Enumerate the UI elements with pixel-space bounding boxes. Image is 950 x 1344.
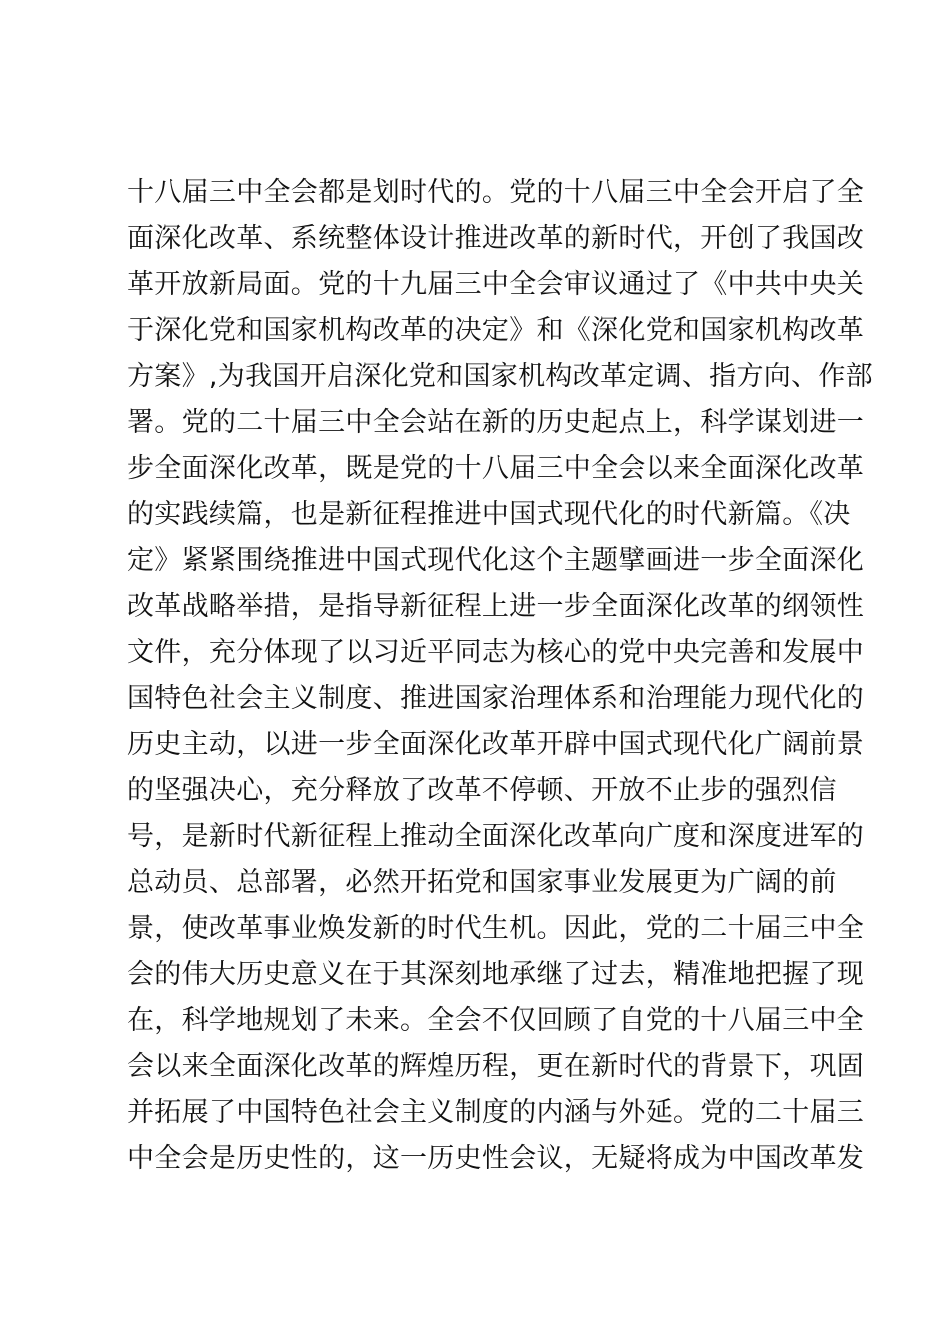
paragraph-line: 方案》,为我国开启深化党和国家机构改革定调、指方向、作部 xyxy=(127,361,873,392)
paragraph-line: 景，使改革事业焕发新的时代生机。因此，党的二十届三中全 xyxy=(127,913,865,944)
paragraph-line: 会的伟大历史意义在于其深刻地承继了过去，精准地把握了现 xyxy=(127,959,865,990)
paragraph-line: 的坚强决心，充分释放了改革不停顿、开放不止步的强烈信 xyxy=(127,775,837,806)
paragraph-line: 定》紧紧围绕推进中国式现代化这个主题擘画进一步全面深化 xyxy=(127,545,865,576)
paragraph-line: 步全面深化改革，既是党的十八届三中全会以来全面深化改革 xyxy=(127,453,865,484)
paragraph-line: 革开放新局面。党的十九届三中全会审议通过了《中共中央关 xyxy=(127,269,865,300)
paragraph-line: 国特色社会主义制度、推进国家治理体系和治理能力现代化的 xyxy=(127,683,865,714)
paragraph-line: 十八届三中全会都是划时代的。党的十八届三中全会开启了全 xyxy=(127,177,865,208)
paragraph-line: 在，科学地规划了未来。全会不仅回顾了自党的十八届三中全 xyxy=(127,1005,865,1036)
paragraph-line: 文件，充分体现了以习近平同志为核心的党中央完善和发展中 xyxy=(127,637,865,668)
paragraph-line: 的实践续篇，也是新征程推进中国式现代化的时代新篇。《决 xyxy=(127,499,851,530)
paragraph-line: 总动员、总部署，必然开拓党和国家事业发展更为广阔的前 xyxy=(127,867,837,898)
paragraph-line: 署。党的二十届三中全会站在新的历史起点上，科学谋划进一 xyxy=(127,407,865,438)
paragraph-line: 中全会是历史性的，这一历史性会议，无疑将成为中国改革发 xyxy=(127,1143,865,1174)
paragraph-line: 改革战略举措，是指导新征程上进一步全面深化改革的纲领性 xyxy=(127,591,865,622)
paragraph-line: 会以来全面深化改革的辉煌历程，更在新时代的背景下，巩固 xyxy=(127,1051,865,1082)
paragraph-line: 历史主动，以进一步全面深化改革开辟中国式现代化广阔前景 xyxy=(127,729,865,760)
paragraph-line: 号，是新时代新征程上推动全面深化改革向广度和深度进军的 xyxy=(127,821,865,852)
paragraph-line: 于深化党和国家机构改革的决定》和《深化党和国家机构改革 xyxy=(127,315,865,346)
paragraph-line: 并拓展了中国特色社会主义制度的内涵与外延。党的二十届三 xyxy=(127,1097,865,1128)
paragraph-line: 面深化改革、系统整体设计推进改革的新时代，开创了我国改 xyxy=(127,223,865,254)
body-paragraph xyxy=(127,170,873,1182)
